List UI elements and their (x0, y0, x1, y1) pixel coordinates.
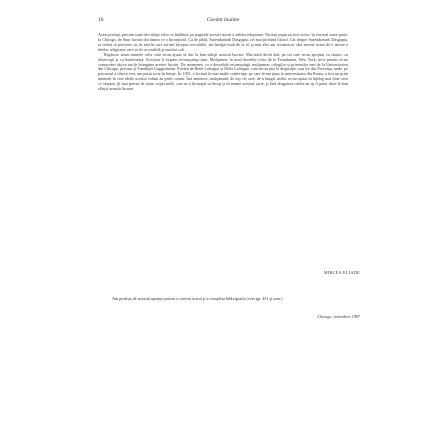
note-place-date: Chicago, noiembrie 1987 (317, 314, 360, 319)
paragraph-2: Regăsesc acum numele celor care m-au ajutat să duc la bun sfârşit această lucrare. Mai mult decât atât, pe cei care m-au sprijinit cu sfaturi, cu observaţii şi cu bunăvoinţă. Acestora le exprim recunoştinţa mea. Mulţumesc în mod deosebit celor de la Foundation, New York, ne-a permis să ne consacrăm câţiva ani în întregime acestei lucrări. De asemenea, cu o deosebită recunoştinţă, mulţumesc colegilor şi prietenilor mei de la Universitatea din Chicago, precum şi Fundaţiei Guggenheim. Prieten de René Laforgue şi Délia Laforgue, care ne-au pus la dispoziţie casa lor din Provenţa, unde, pe parcursul a câteva veri, am putut scrie în linişte. În 1951, o lectură în mai multe conferinţe, pe care le-am ţinut la universitatea din Roma, a fost un prim moment în care ideile acestui volum au prins contur. Îmi amintesc, mulţumind, de toţi cei care, de-a lungul anilor, m-au ajutat să înţeleg mai bine ceea ce căutam. Şi mai presus de toate, soţiei mele, care m-a încurajat să încep şi să termin această carte, şi fără dragostea căreia nu aş fi putut duce la bun sfârşit această lucrare. (98, 51, 348, 92)
running-head (98, 15, 348, 25)
paragraph-1: Acest prefaţă, precum toate din ediţia celor ce întâlnesc pe paginile acestei istorii a ideilor religioase, Nu mai puţin au fost scrise, în cea mai mare parte, la Chicago, de Sunt lucruri din lumea ce o înconjoară, Ca de pildă, Surendranath Dasgupta, cel mai profund filosof. Cât despre Surendranath Dasgupta, ar trebui să precizez că, în anii în care mi-am început cercetările, am învăţat mult de la el, şi mai ales am recunoscut câtă nevoie avem de o istorie a ideilor religioase care să fie accesibilă şi omului cult. (98, 32, 348, 52)
page-number: 16 (98, 17, 104, 23)
header-title: Cuvânt înainte (206, 17, 240, 23)
edition-note-text: Am profitat de această apariţie pentru a corecta textul şi a completa bibliografia (vezi pp. 451 şi urm.) (112, 296, 283, 301)
edition-note (112, 296, 342, 301)
author-signature: MIRCEA ELIADE (323, 270, 360, 275)
body-text (98, 33, 348, 92)
